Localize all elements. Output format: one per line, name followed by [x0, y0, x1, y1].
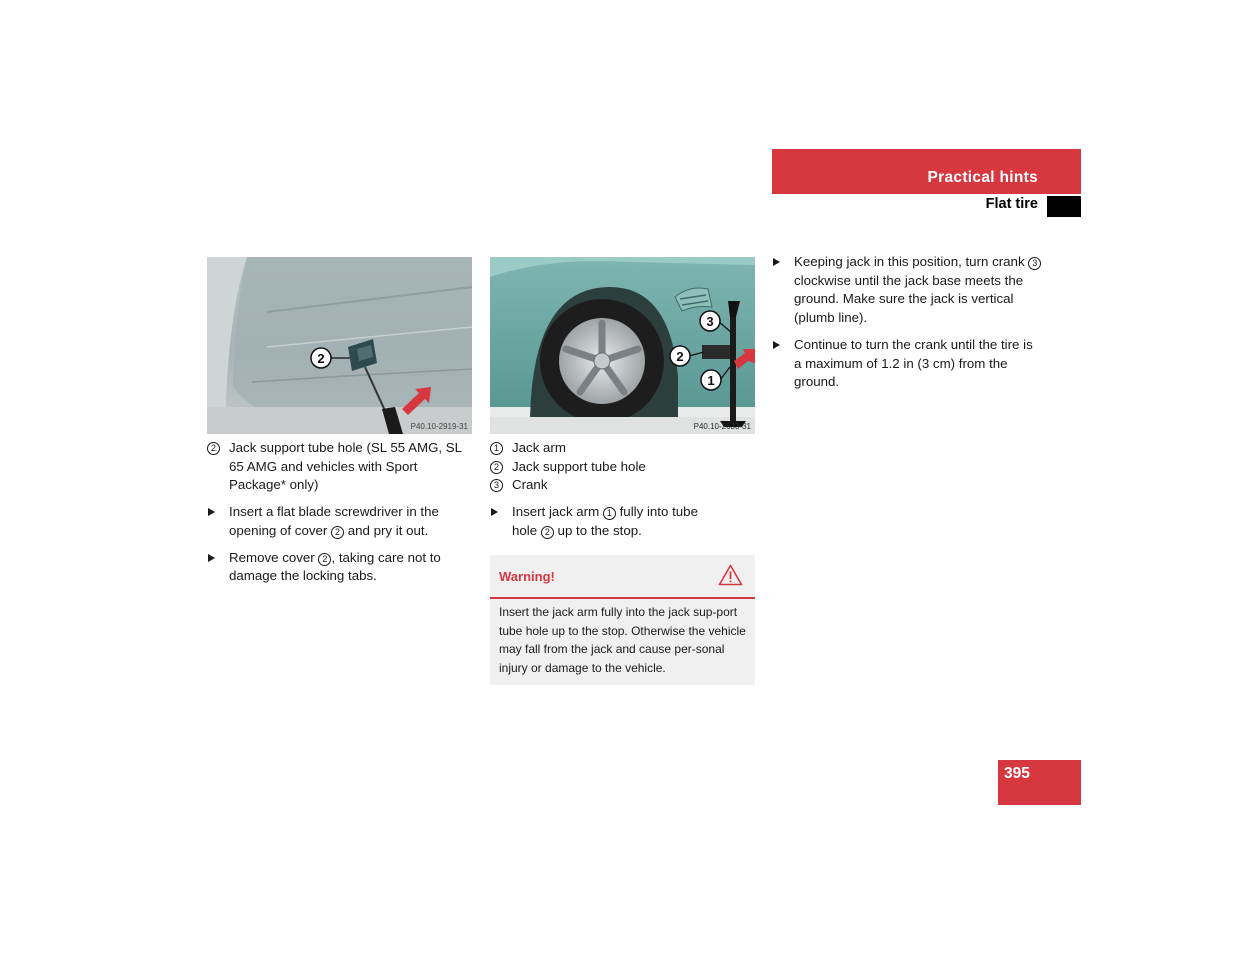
step-text: Insert jack arm	[512, 504, 600, 520]
legend-text: Jack arm	[512, 440, 566, 455]
cover-removal-illustration	[207, 257, 472, 434]
warning-header	[490, 555, 755, 599]
section-header-band	[772, 149, 1081, 194]
legend-item	[490, 439, 748, 458]
column-3-text	[772, 253, 1042, 392]
instruction-step	[772, 336, 1042, 392]
figure-code: P40.10-2919-31	[410, 422, 468, 431]
column-2-text	[490, 439, 748, 541]
instruction-step	[490, 503, 748, 540]
figure-jack-position	[490, 257, 755, 434]
column-1-text	[207, 439, 465, 586]
step-text: Insert a flat blade screwdriver in the opening of cover	[229, 504, 439, 538]
instruction-step	[772, 253, 1042, 328]
warning-title: Warning!	[499, 569, 555, 584]
jack-position-illustration	[490, 257, 755, 434]
step-text: Remove cover	[229, 549, 315, 565]
item-number: 1	[603, 507, 616, 520]
step-text: Continue to turn the crank until the tire is a maximum of 1.2 in (3 cm) from the ground.	[794, 336, 1033, 390]
step-text: clockwise until the jack base meets the ground. Make sure the jack is vertical (plumb line).	[794, 272, 1024, 326]
warning-triangle-icon	[718, 564, 743, 586]
figure-code: P40.10-2633-31	[693, 422, 751, 431]
step-text: fully into tube hole	[512, 504, 698, 538]
step-text: , taking care not to damage the locking tabs.	[229, 549, 441, 584]
page-number: 395	[1004, 765, 1030, 782]
item-number: 3	[1028, 257, 1041, 270]
subsection-marker	[1047, 196, 1081, 217]
item-number: 3	[490, 479, 503, 492]
legend-text: Crank	[512, 477, 548, 493]
callout-3: 3	[706, 314, 714, 329]
item-number: 2	[318, 553, 331, 566]
item-number: 2	[207, 442, 220, 455]
callout-1: 1	[707, 373, 715, 388]
legend-item	[490, 458, 748, 477]
instruction-step	[207, 503, 465, 540]
instruction-step	[207, 549, 465, 586]
step-text: and pry it out.	[347, 522, 429, 538]
legend-item	[490, 476, 748, 495]
legend-item	[207, 439, 465, 495]
item-number: 1	[490, 442, 503, 455]
item-number: 2	[331, 526, 344, 539]
callout-2: 2	[317, 351, 325, 366]
warning-box	[490, 555, 755, 685]
item-number: 2	[490, 461, 503, 474]
warning-text: Insert the jack arm fully into the jack sup-port tube hole up to the stop. Otherwise the vehicle may fall from the jack and cause per-sonal injury or damage to the vehicle.	[499, 605, 746, 676]
page-number-badge	[998, 760, 1081, 805]
subsection-title: Flat tire	[985, 196, 1038, 212]
figure-cover-removal	[207, 257, 472, 434]
legend-text: Jack support tube hole (SL 55 AMG, SL 65 AMG and vehicles with Sport Package* only)	[229, 440, 462, 493]
callout-2: 2	[676, 349, 684, 364]
legend-text: Jack support tube hole	[512, 458, 646, 474]
item-number: 2	[541, 526, 554, 539]
step-text: up to the stop.	[557, 522, 642, 538]
section-title: Practical hints	[927, 169, 1038, 186]
step-text: Keeping jack in this position, turn crank	[794, 254, 1025, 269]
